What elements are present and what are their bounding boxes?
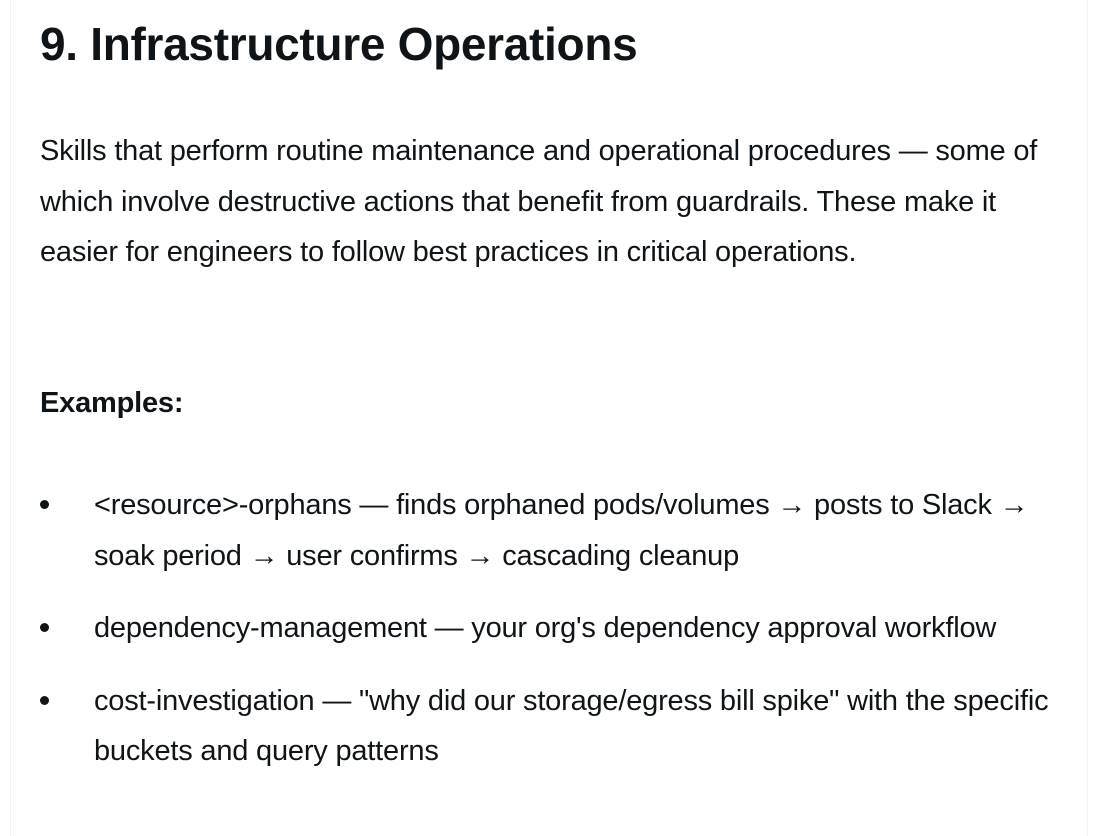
example-text: cost-investigation — "why did our storage/egress bill spike" with the specific buckets and query patterns	[94, 684, 1049, 767]
section-description: Skills that perform routine maintenance and operational procedures — some of which involve destructive actions that benefit from guardrails. These make it easier for engineers to follow best practices in critical operations.	[40, 135, 1038, 268]
bullet-icon	[40, 500, 49, 509]
list-item	[40, 603, 1070, 654]
bullet-icon	[40, 696, 49, 705]
section-title: 9. Infrastructure Operations	[40, 18, 638, 70]
examples-heading: Examples:	[40, 387, 184, 419]
bullet-icon	[40, 623, 49, 632]
list-item	[40, 676, 1070, 777]
example-text: <resource>-orphans — finds orphaned pods/volumes → posts to Slack → soak period → user confirms → cascading cleanup	[94, 489, 1029, 572]
list-item	[40, 480, 1070, 581]
example-text: dependency-management — your org's dependency approval workflow	[94, 612, 997, 644]
examples-list	[40, 480, 1070, 799]
